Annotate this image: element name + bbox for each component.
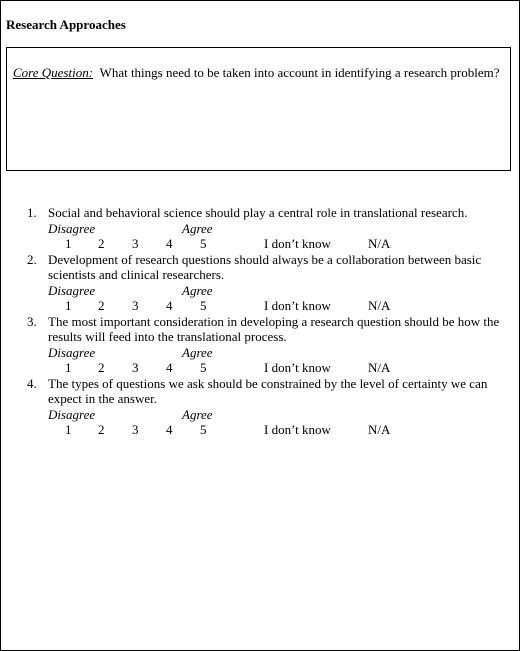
core-question-text: What things need to be taken into account in identifying a research problem? [99,65,500,80]
rating-option-5[interactable]: 5 [200,298,207,313]
question-item-1 [27,205,512,252]
question-text: Social and behavioral science should play a central role in translational research. [48,205,468,220]
disagree-label: Disagree [48,406,96,422]
rating-option-na[interactable]: N/A [368,236,391,251]
rating-option-5[interactable]: 5 [200,360,207,375]
rating-option-dont-know[interactable]: I don’t know [264,360,331,375]
rating-scale [48,236,512,252]
rating-scale [48,360,512,376]
rating-option-4[interactable]: 4 [166,422,173,437]
page-title: Research Approaches [6,17,126,32]
rating-option-na[interactable]: N/A [368,360,391,375]
rating-option-dont-know[interactable]: I don’t know [264,298,331,313]
rating-option-1[interactable]: 1 [65,236,72,251]
rating-option-2[interactable]: 2 [98,422,105,437]
rating-option-dont-know[interactable]: I don’t know [264,236,331,251]
rating-option-3[interactable]: 3 [132,360,139,375]
question-number: 2. [27,251,37,267]
question-number: 4. [27,375,37,391]
rating-option-3[interactable]: 3 [132,422,139,437]
agree-label: Agree [182,282,213,298]
core-question-label: Core Question: [13,65,94,80]
scale-anchors [48,221,512,237]
core-question-box [6,47,511,171]
agree-label: Agree [182,220,213,236]
question-text: The most important consideration in developing a research question should be how the results will feed into the translational process. [48,313,500,344]
rating-option-na[interactable]: N/A [368,422,391,437]
question-text: The types of questions we ask should be constrained by the level of certainty we can expect in the answer. [48,375,488,406]
rating-option-2[interactable]: 2 [98,298,105,313]
agree-label: Agree [182,344,213,360]
rating-scale [48,298,512,314]
question-item-4 [27,376,512,438]
rating-scale [48,422,512,438]
rating-option-3[interactable]: 3 [132,298,139,313]
scale-anchors [48,345,512,361]
question-item-3 [27,314,512,376]
rating-option-5[interactable]: 5 [200,422,207,437]
rating-option-2[interactable]: 2 [98,236,105,251]
question-number: 1. [27,205,37,220]
question-list [27,205,512,438]
scale-anchors [48,407,512,423]
rating-option-1[interactable]: 1 [65,360,72,375]
disagree-label: Disagree [48,220,96,236]
rating-option-na[interactable]: N/A [368,298,391,313]
rating-option-dont-know[interactable]: I don’t know [264,422,331,437]
rating-option-3[interactable]: 3 [132,236,139,251]
rating-option-1[interactable]: 1 [65,298,72,313]
agree-label: Agree [182,406,213,422]
rating-option-2[interactable]: 2 [98,360,105,375]
rating-option-4[interactable]: 4 [166,298,173,313]
rating-option-5[interactable]: 5 [200,236,207,251]
question-text: Development of research questions should always be a collaboration between basic scientists and clinical researchers. [48,251,482,282]
question-number: 3. [27,313,37,329]
rating-option-1[interactable]: 1 [65,422,72,437]
rating-option-4[interactable]: 4 [166,236,173,251]
scale-anchors [48,283,512,299]
disagree-label: Disagree [48,282,96,298]
rating-option-4[interactable]: 4 [166,360,173,375]
disagree-label: Disagree [48,344,96,360]
question-item-2 [27,252,512,314]
